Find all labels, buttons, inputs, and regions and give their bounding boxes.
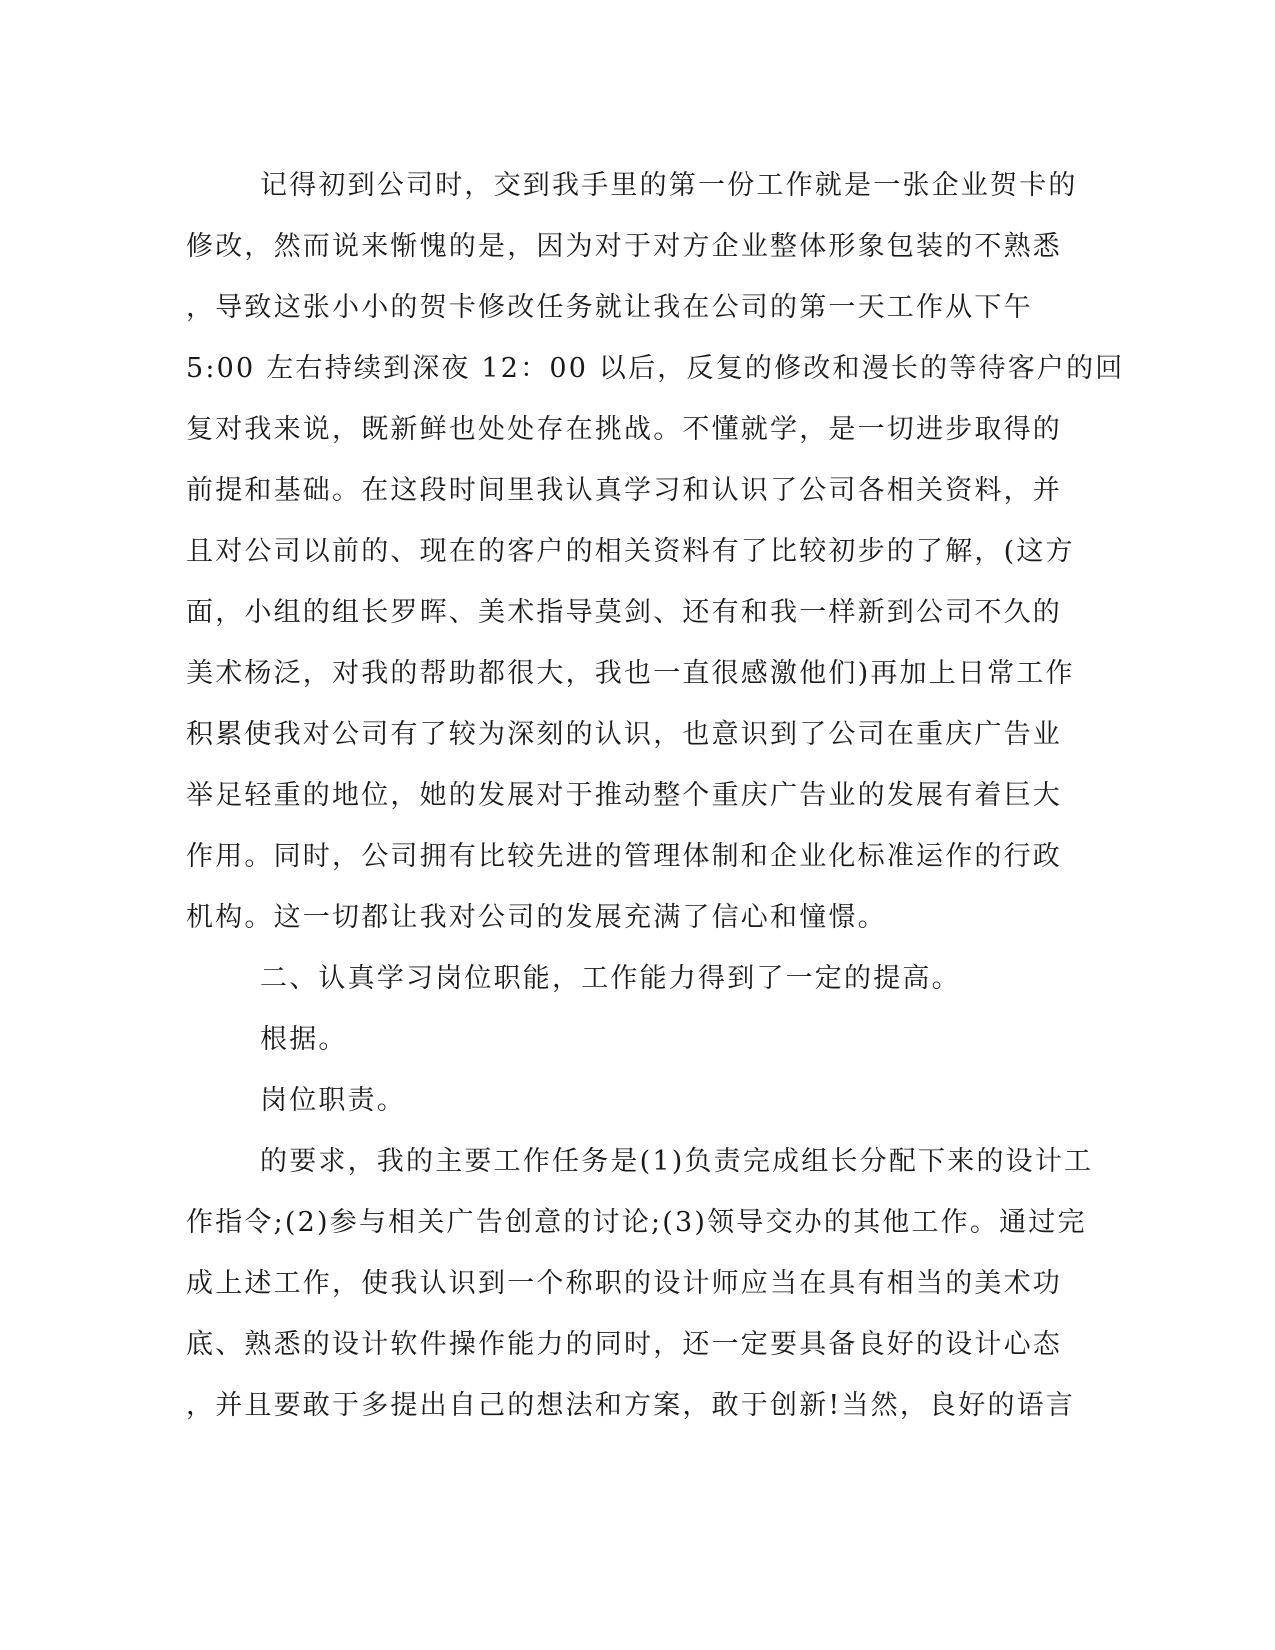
text-line: 根据。 [260, 1024, 348, 1055]
text-line: 底、熟悉的设计软件操作能力的同时，还一定要具备良好的设计心态 [186, 1329, 1062, 1360]
text-line: 机构。这一切都让我对公司的发展充满了信心和憧憬。 [186, 902, 887, 933]
text-line: 作用。同时，公司拥有比较先进的管理体制和企业化标准运作的行政 [186, 841, 1062, 872]
text-line: 成上述工作，使我认识到一个称职的设计师应当在具有相当的美术功 [186, 1268, 1062, 1299]
text-line: ，导致这张小小的贺卡修改任务就让我在公司的第一天工作从下午 [186, 292, 1033, 323]
text-line: 二、认真学习岗位职能，工作能力得到了一定的提高。 [260, 963, 961, 994]
text-line: 积累使我对公司有了较为深刻的认识，也意识到了公司在重庆广告业 [186, 719, 1062, 750]
text-line: 前提和基础。在这段时间里我认真学习和认识了公司各相关资料，并 [186, 475, 1062, 506]
text-line: 且对公司以前的、现在的客户的相关资料有了比较初步的了解，(这方 [186, 536, 1075, 567]
text-line: 美术杨泛，对我的帮助都很大，我也一直很感激他们)再加上日常工作 [186, 658, 1075, 689]
text-line: ，并且要敢于多提出自己的想法和方案，敢于创新!当然，良好的语言 [186, 1390, 1076, 1421]
text-line: 岗位职责。 [260, 1085, 406, 1116]
text-line: 记得初到公司时，交到我手里的第一份工作就是一张企业贺卡的 [260, 170, 1078, 201]
text-line: 复对我来说，既新鲜也处处存在挑战。不懂就学，是一切进步取得的 [186, 414, 1062, 445]
text-line: 举足轻重的地位，她的发展对于推动整个重庆广告业的发展有着巨大 [186, 780, 1062, 811]
text-line: 作指令;(2)参与相关广告创意的讨论;(3)领导交办的其他工作。通过完 [186, 1207, 1087, 1238]
text-line: 5:00 左右持续到深夜 12：00 以后，反复的修改和漫长的等待客户的回 [186, 353, 1125, 384]
text-line: 的要求，我的主要工作任务是(1)负责完成组长分配下来的设计工 [260, 1146, 1094, 1177]
body-text [186, 155, 1125, 1436]
text-line: 修改，然而说来惭愧的是，因为对于对方企业整体形象包装的不熟悉 [186, 231, 1062, 262]
text-line: 面，小组的组长罗晖、美术指导莫剑、还有和我一样新到公司不久的 [186, 597, 1062, 628]
